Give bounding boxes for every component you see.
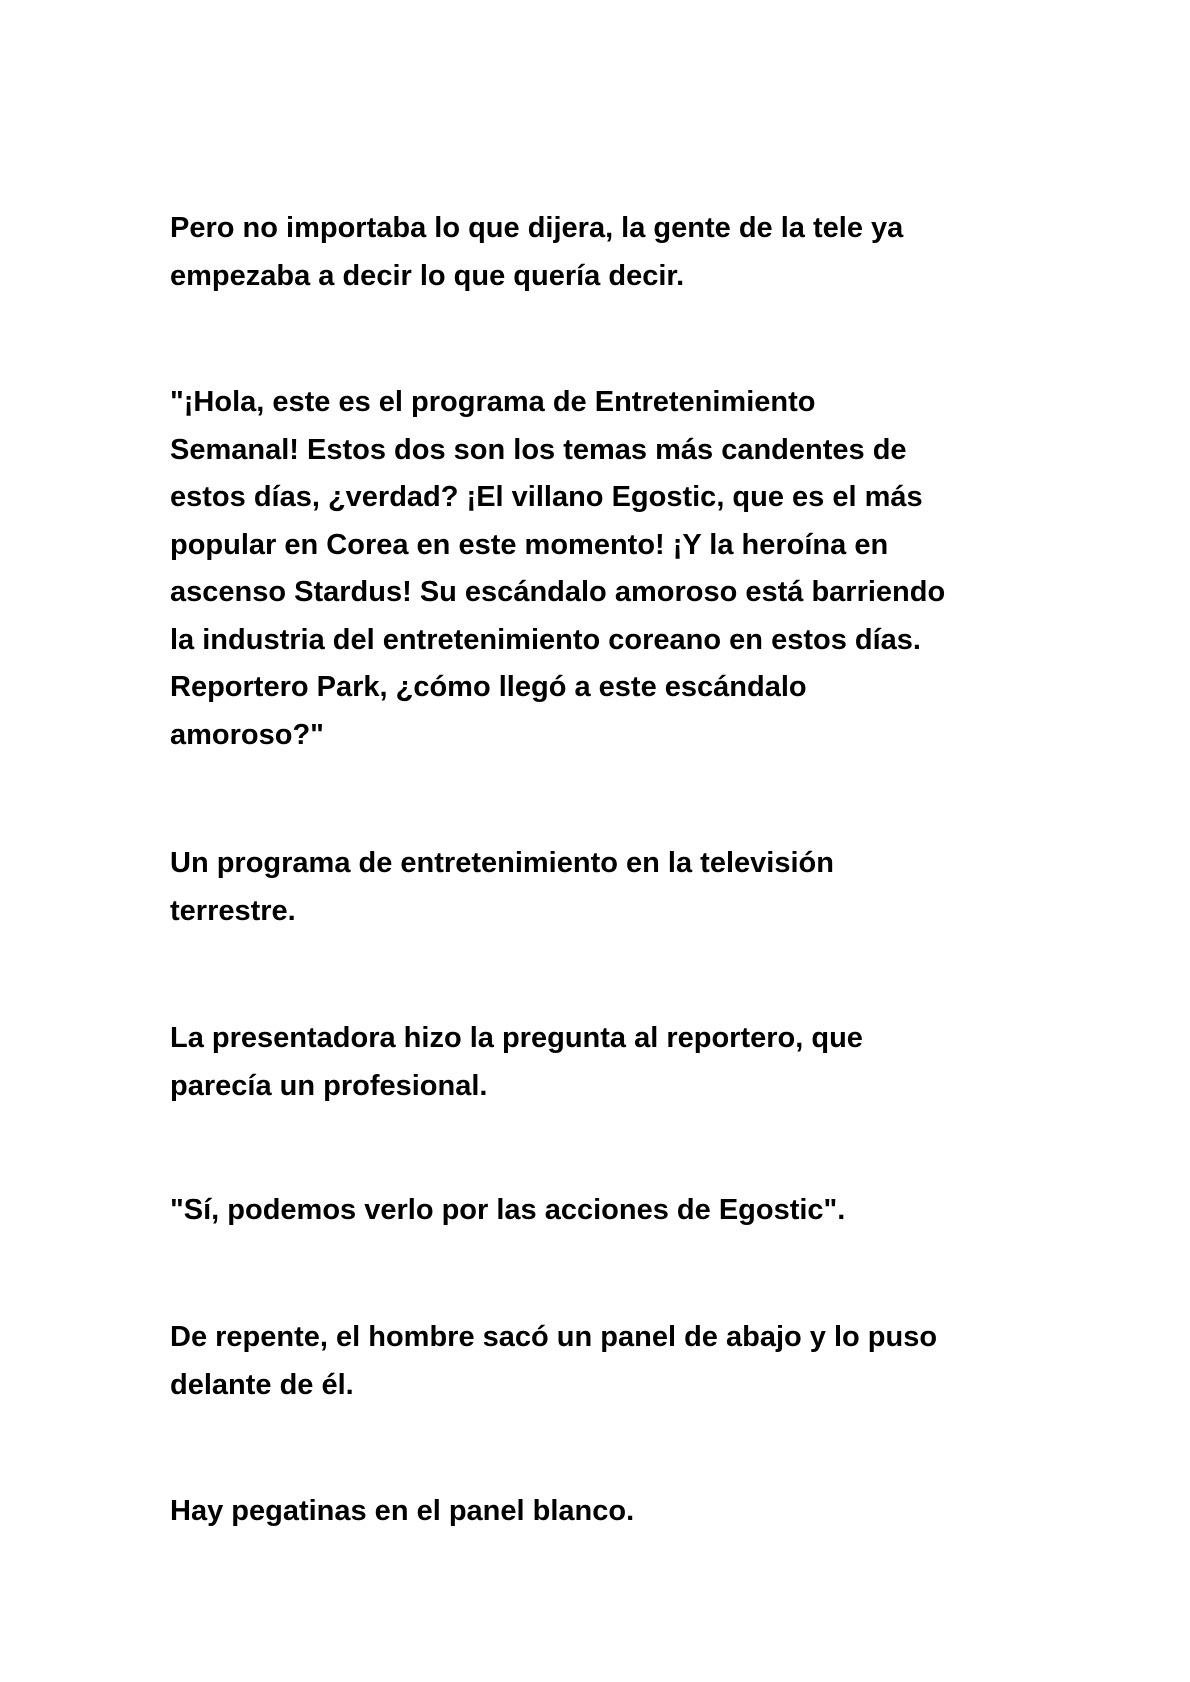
paragraph-2: "¡Hola, este es el programa de Entretenimiento Semanal! Estos dos son los temas más candentes de estos días, ¿verdad? ¡El villano Egostic, que es el más popular en Corea en este momento! ¡Y la heroína en ascenso Stardus! Su escándalo amoroso está barriendo la industria del entretenimiento coreano en estos días. Reportero Park, ¿cómo llegó a este escándalo amoroso?" bbox=[170, 386, 946, 751]
paragraph-3: Un programa de entretenimiento en la televisión terrestre. bbox=[170, 847, 834, 927]
paragraph-4: La presentadora hizo la pregunta al reportero, que parecía un profesional. bbox=[170, 1022, 863, 1102]
paragraph-1: Pero no importaba lo que dijera, la gente de la tele ya empezaba a decir lo que quería decir. bbox=[170, 212, 904, 292]
paragraph-5: "Sí, podemos verlo por las acciones de Egostic". bbox=[170, 1194, 846, 1226]
paragraph-6: De repente, el hombre sacó un panel de abajo y lo puso delante de él. bbox=[170, 1321, 938, 1401]
paragraph-7: Hay pegatinas en el panel blanco. bbox=[170, 1495, 635, 1527]
